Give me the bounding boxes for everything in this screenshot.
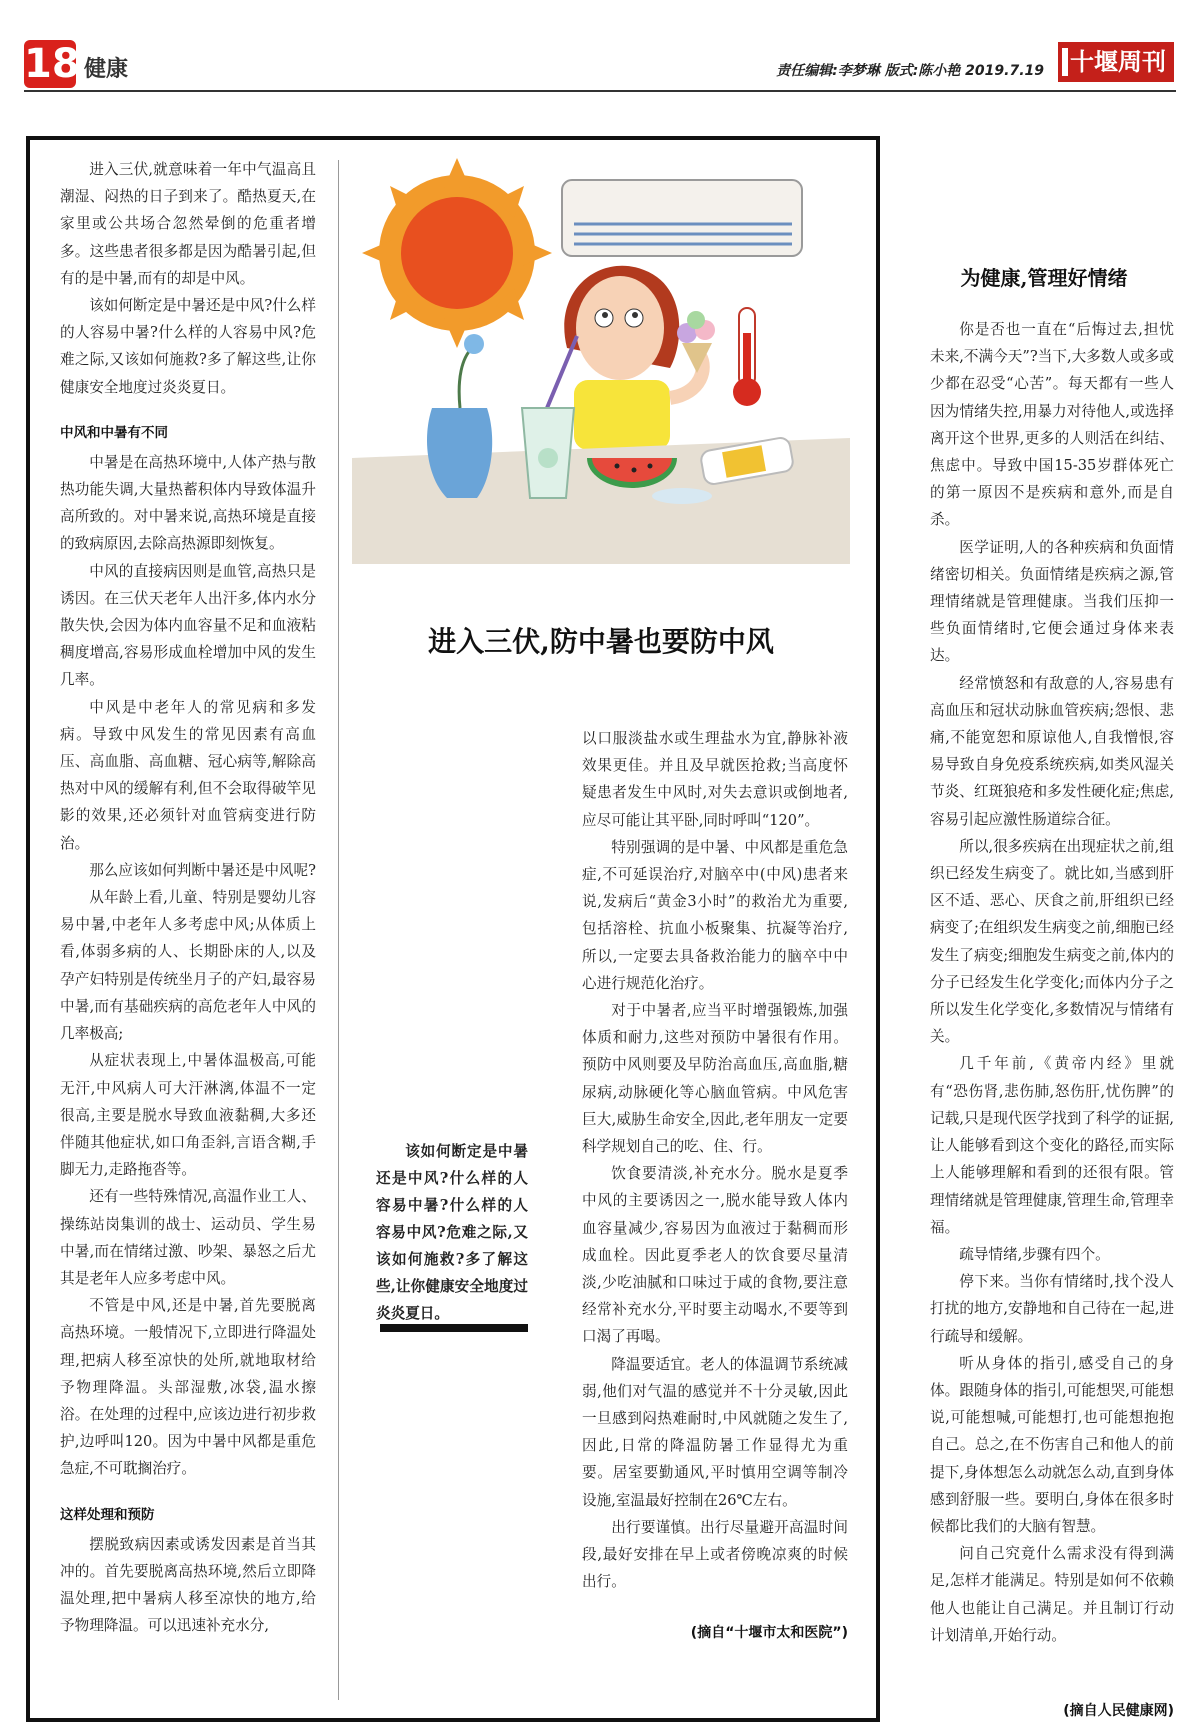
masthead-bar bbox=[1062, 48, 1068, 76]
body-paragraph: 特别强调的是中暑、中风都是重危急症,不可延误治疗,对脑卒中(中风)患者来说,发病后“黄金3小时”的救治尤为重要,包括溶栓、抗血小板聚集、抗凝等治疗,所以,一定要去具备救治能力的脑卒中中心进行规范化治疗。 bbox=[582, 838, 848, 992]
sidebar-paragraph: 所以,很多疾病在出现症状之前,组织已经发生病变了。就比如,当感到肝区不适、恶心、厌食之前,肝组织已经病变了;在组织发生病变之前,细胞已经发生了病变;细胞发生病变之前,体内的分子已经发生化学变化;而体内分子之所以发生化学变化,多数情况与情绪有关。 bbox=[930, 837, 1174, 1046]
glass-of-water-icon bbox=[522, 408, 574, 498]
intro-paragraph: 进入三伏,就意味着一年中气温高且潮湿、闷热的日子到来了。酷热夏天,在家里或公共场合忽然晕倒的危重者增多。这些患者很多都是因为酷暑引起,但有的是中暑,而有的却是中风。 bbox=[60, 161, 316, 287]
body-paragraph: 中风的直接病因则是血管,高热只是诱因。在三伏天老年人出汗多,体内水分散失快,会因为体内血容量不足和血液粘稠度增高,容易形成血栓增加中风的发生几率。 bbox=[60, 562, 316, 689]
sun-icon bbox=[362, 158, 552, 348]
body-paragraph: 从症状表现上,中暑体温极高,可能无汗,中风病人可大汗淋漓,体温不一定很高,主要是脱水导致血液黏稠,大多还伴随其他症状,如口角歪斜,言语含糊,手脚无力,走路拖沓等。 bbox=[60, 1052, 316, 1179]
page-number: 18 bbox=[24, 41, 80, 87]
sidebar-paragraph: 问自己究竟什么需求没有得到满足,怎样才能满足。特别是如何不依赖他人也能让自己满足。并且制订行动计划清单,开始行动。 bbox=[930, 1545, 1174, 1644]
body-paragraph: 出行要谨慎。出行尽量避开高温时间段,最好安排在早上或者傍晚凉爽的时候出行。 bbox=[582, 1518, 848, 1591]
article-source: (摘自“十堰市太和医院”) bbox=[690, 1625, 848, 1641]
editor-credits: 责任编辑:李梦琳 版式:陈小艳 2019.7.19 bbox=[776, 63, 1044, 79]
body-paragraph: 对于中暑者,应当平时增强锻炼,加强体质和耐力,这些对预防中暑很有作用。预防中风则要及早防治高血压,高血脂,糖尿病,动脉硬化等心脑血管病。中风危害巨大,威胁生命安全,因此,老年朋友一定要科学规划自己的吃、住、行。 bbox=[582, 1002, 848, 1156]
sidebar-paragraph: 几千年前,《黄帝内经》里就有“恐伤肾,悲伤肺,怒伤肝,忧伤脾”的记载,只是现代医学找到了科学的证据,让人能够看到这个变化的路径,而实际上人能够理解和看到的还很有限。管理情绪就是管理健康,管理生命,管理幸福。 bbox=[930, 1055, 1174, 1236]
masthead-title: 十堰周刊 bbox=[1070, 47, 1166, 76]
pull-quote-bar bbox=[380, 1324, 528, 1332]
section-heading: 这样处理和预防 bbox=[60, 1506, 155, 1523]
body-paragraph: 中暑是在高热环境中,人体产热与散热功能失调,大量热蓄积体内导致体温升高所致的。对中暑来说,高热环境是直接的致病原因,去除高热源即刻恢复。 bbox=[60, 453, 316, 553]
sidebar-column bbox=[930, 316, 1174, 1649]
body-paragraph: 从年龄上看,儿童、特别是婴幼儿容易中暑,中老年人多考虑中风;从体质上看,体弱多病的人、长期卧床的人,以及孕产妇特别是传统坐月子的产妇,最容易中暑,而有基础疾病的高危老年人中风的几率极高; bbox=[60, 889, 316, 1043]
sidebar-paragraph: 医学证明,人的各种疾病和负面情绪密切相关。负面情绪是疾病之源,管理情绪就是管理健康。当我们压抑一些负面情绪时,它便会通过身体来表达。 bbox=[930, 538, 1174, 665]
body-paragraph: 饮食要清淡,补充水分。脱水是夏季中风的主要诱因之一,脱水能导致人体内血容量减少,容易因为血液过于黏稠而形成血栓。因此夏季老人的饮食要尽量清淡,少吃油腻和口味过于咸的食物,要注意经常补充水分,平时要主动喝水,不要等到口渴了再喝。 bbox=[582, 1165, 848, 1346]
sidebar-paragraph: 疏导情绪,步骤有四个。 bbox=[959, 1245, 1110, 1263]
article-headline: 进入三伏,防中暑也要防中风 bbox=[428, 625, 774, 658]
body-paragraph: 中风是中老年人的常见病和多发病。导致中风发生的常见因素有高血压、高血脂、高血糖、冠心病等,解除高热对中风的缓解有利,但不会取得破竿见影的效果,还必须针对血管病变进行防治。 bbox=[60, 698, 316, 852]
air-conditioner-icon bbox=[562, 180, 802, 256]
masthead bbox=[1058, 42, 1174, 82]
pull-quote: 该如何断定是中暑还是中风?什么样的人容易中暑?什么样的人容易中风?危难之际,又该如何施救?多了解这些,让你健康安全地度过炎炎夏日。 bbox=[376, 1143, 528, 1322]
body-paragraph: 降温要适宜。老人的体温调节系统减弱,他们对气温的感觉并不十分灵敏,因此一旦感到闷热难耐时,中风就随之发生了,因此,日常的降温防暑工作显得尤为重要。居室要勤通风,平时慎用空调等制冷设施,室温最好控制在26℃左右。 bbox=[582, 1355, 848, 1509]
sidebar-paragraph: 听从身体的指引,感受自己的身体。跟随身体的指引,可能想哭,可能想说,可能想喊,可能想打,也可能想抱抱自己。总之,在不伤害自己和他人的前提下,身体想怎么动就怎么动,直到身体感到舒服一些。要明白,身体在很多时候都比我们的大脑有智慧。 bbox=[930, 1354, 1174, 1535]
body-paragraph: 那么应该如何判断中暑还是中风呢? bbox=[89, 861, 316, 879]
section-name: 健康 bbox=[84, 57, 129, 82]
article-column-1 bbox=[60, 156, 316, 1639]
sidebar-source: (摘自人民健康网) bbox=[1063, 1703, 1174, 1719]
body-paragraph: 以口服淡盐水或生理盐水为宜,静脉补液效果更佳。并且及早就医抢救;当高度怀疑患者发生中风时,对失去意识或倒地者,应尽可能让其平卧,同时呼叫“120”。 bbox=[582, 730, 848, 829]
body-paragraph: 还有一些特殊情况,高温作业工人、操练站岗集训的战士、运动员、学生易中暑,而在情绪过激、吵架、暴怒之后尤其是老年人应多考虑中风。 bbox=[60, 1188, 316, 1287]
sidebar-paragraph: 停下来。当你有情绪时,找个没人打扰的地方,安静地和自己待在一起,进行疏导和缓解。 bbox=[930, 1273, 1174, 1345]
section-heading: 中风和中暑有不同 bbox=[60, 424, 168, 441]
column-divider bbox=[338, 160, 339, 1700]
sidebar-title: 为健康,管理好情绪 bbox=[960, 266, 1128, 290]
intro-paragraph: 该如何断定是中暑还是中风?什么样的人容易中暑?什么样的人容易中风?危难之际,又该如何施救?多了解这些,让你健康安全地度过炎炎夏日。 bbox=[60, 297, 316, 396]
header-rule bbox=[24, 90, 1176, 92]
article-column-3 bbox=[582, 725, 848, 1596]
illustration bbox=[352, 158, 850, 564]
sidebar-paragraph: 经常愤怒和有敌意的人,容易患有高血压和冠状动脉血管疾病;怨恨、悲痛,不能宽恕和原谅他人,自我憎恨,容易导致自身免疫系统疾病,如类风湿关节炎、红斑狼疮和多发性硬化症;焦虑,容易引起应激性肠道综合征。 bbox=[930, 674, 1174, 828]
body-paragraph: 摆脱致病因素或诱发因素是首当其冲的。首先要脱离高热环境,然后立即降温处理,把中暑病人移至凉快的地方,给予物理降温。可以迅速补充水分, bbox=[60, 1535, 316, 1635]
body-paragraph: 不管是中风,还是中暑,首先要脱离高热环境。一般情况下,立即进行降温处理,把病人移至凉快的处所,就地取材给予物理降温。头部湿敷,冰袋,温水擦浴。在处理的过程中,应该边进行初步救护,边呼叫120。因为中暑中风都是重危急症,不可耽搁治疗。 bbox=[60, 1297, 316, 1478]
sidebar-paragraph: 你是否也一直在“后悔过去,担忧未来,不满今天”?当下,大多数人或多或少都在忍受“心苦”。每天都有一些人因为情绪失控,用暴力对待他人,或选择离开这个世界,更多的人则活在纠结、焦虑中。导致中国15-35岁群体死亡的第一原因不是疾病和意外,而是自杀。 bbox=[930, 321, 1174, 529]
